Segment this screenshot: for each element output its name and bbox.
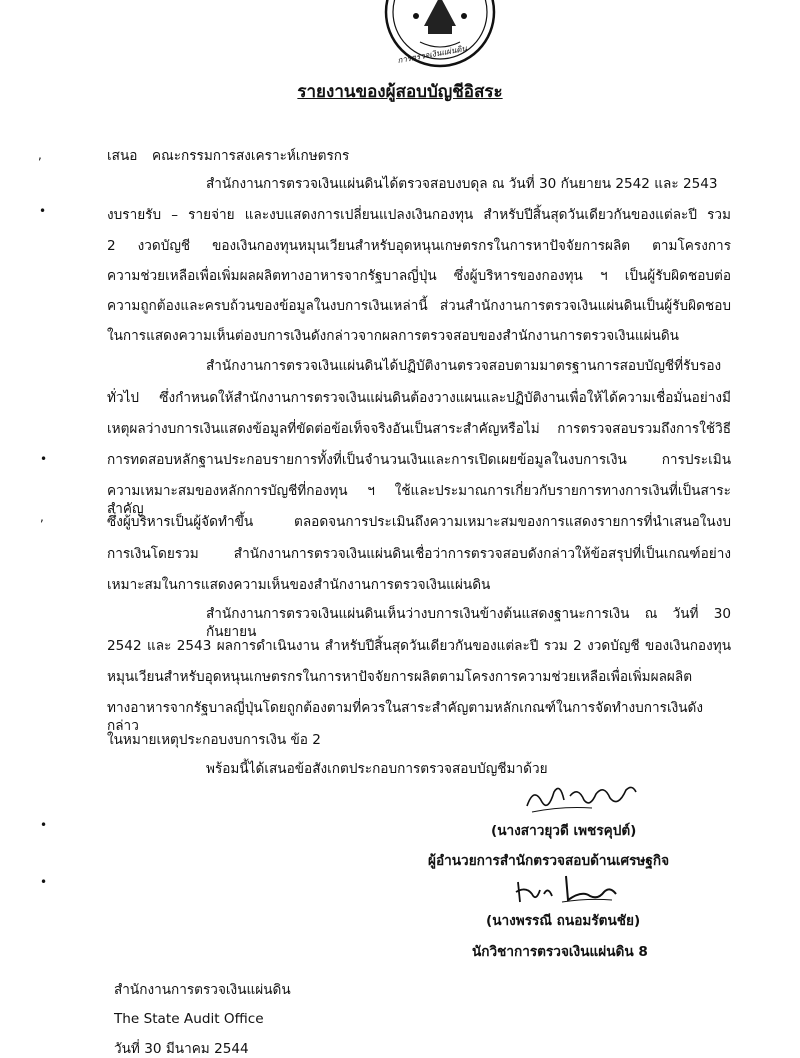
- paragraph-line: งบรายรับ – รายจ่าย และงบแสดงการเปลี่ยนแปลงเงินกองทุน สำหรับปีสิ้นสุดวันเดียวกันของแต่ละปี รวม: [107, 207, 731, 223]
- paragraph-line: ในหมายเหตุประกอบงบการเงิน ข้อ 2: [107, 732, 321, 748]
- report-title: รายงานของผู้สอบบัญชีอิสระ: [297, 82, 503, 102]
- signatory-1-name: (นางสาวยุวดี เพชรคุปต์): [491, 823, 637, 839]
- footer-office-thai: สำนักงานการตรวจเงินแผ่นดิน: [114, 982, 291, 998]
- paragraph-line: ทางอาหารจากรัฐบาลญี่ปุ่นโดยถูกต้องตามที่ควรในสาระสำคัญตามหลักเกณฑ์ในการจัดทำงบการเงินดังกล่าว: [107, 700, 703, 734]
- paragraph-line: การเงินโดยรวม สำนักงานการตรวจเงินแผ่นดินเชื่อว่าการตรวจสอบดังกล่าวให้ข้อสรุปที่เป็นเกณฑ์อย่าง: [107, 546, 731, 562]
- handwritten-signature-1: [522, 778, 642, 818]
- paragraph-line: ซึ่งผู้บริหารเป็นผู้จัดทำขึ้น ตลอดจนการประเมินถึงความเหมาะสมของการแสดงรายการที่นำเสนอในงบ: [107, 514, 731, 530]
- signatory-2-position: นักวิชาการตรวจเงินแผ่นดิน 8: [472, 944, 648, 960]
- scan-speck: •: [39, 204, 47, 218]
- paragraph-line: ความถูกต้องและครบถ้วนของข้อมูลในงบการเงินเหล่านี้ ส่วนสำนักงานการตรวจเงินแผ่นดินเป็นผู้รับผิดชอบ: [107, 298, 731, 314]
- paragraph-line: สำนักงานการตรวจเงินแผ่นดินได้ตรวจสอบงบดุล ณ วันที่ 30 กันยายน 2542 และ 2543: [206, 176, 718, 192]
- scan-speck: •: [40, 875, 48, 889]
- seal-text: การตรวจเงินแผ่นดิน: [396, 43, 468, 66]
- scan-speck: •: [40, 818, 48, 832]
- signatory-1-position: ผู้อำนวยการสำนักตรวจสอบด้านเศรษฐกิจ: [428, 853, 670, 869]
- paragraph-line: ความช่วยเหลือเพื่อเพิ่มผลผลิตทางอาหารจากรัฐบาลญี่ปุ่น ซึ่งผู้บริหารของกองทุน ฯ เป็นผู้รับผิดชอบต่อ: [107, 268, 731, 284]
- footer-date: วันที่ 30 มีนาคม 2544: [114, 1041, 249, 1057]
- paragraph-line: การทดสอบหลักฐานประกอบรายการทั้งที่เป็นจำนวนเงินและการเปิดเผยข้อมูลในงบการเงิน การประเมิน: [107, 452, 731, 468]
- scan-speck: ,: [38, 148, 42, 162]
- paragraph-line: ความเหมาะสมของหลักการบัญชีที่กองทุน ฯ ใช้และประมาณการเกี่ยวกับรายการทางการเงินที่เป็นสาระสำคัญ: [107, 483, 731, 517]
- signatory-2-name: (นางพรรณี ถนอมรัตนชัย): [486, 913, 641, 929]
- scan-speck: •: [40, 452, 48, 466]
- salutation-prefix: เสนอ: [107, 148, 138, 164]
- paragraph-line: 2 งวดบัญชี ของเงินกองทุนหมุนเวียนสำหรับอุดหนุนเกษตรกรในการหาปัจจัยการผลิต ตามโครงการ: [107, 238, 731, 254]
- salutation-addressee: คณะกรรมการสงเคราะห์เกษตรกร: [152, 148, 350, 164]
- paragraph-line: หมุนเวียนสำหรับอุดหนุนเกษตรกรในการหาปัจจัยการผลิตตามโครงการความช่วยเหลือเพื่อเพิ่มผลผลิต: [107, 669, 693, 685]
- footer-office-english: The State Audit Office: [114, 1011, 264, 1027]
- paragraph-line: สำนักงานการตรวจเงินแผ่นดินเห็นว่างบการเงินข้างต้นแสดงฐานะการเงิน ณ วันที่ 30 กันยายน: [206, 606, 731, 640]
- handwritten-signature-2: [512, 872, 622, 910]
- paragraph-line: ทั่วไป ซึ่งกำหนดให้สำนักงานการตรวจเงินแผ่นดินต้องวางแผนและปฏิบัติงานเพื่อให้ได้ความเชื่อมั่นอย่างมี: [107, 390, 731, 406]
- paragraph-line: เหมาะสมในการแสดงความเห็นของสำนักงานการตรวจเงินแผ่นดิน: [107, 577, 491, 593]
- paragraph-line: 2542 และ 2543 ผลการดำเนินงาน สำหรับปีสิ้นสุดวันเดียวกันของแต่ละปี รวม 2 งวดบัญชี ของเงินกองทุน: [107, 638, 731, 654]
- paragraph-line: พร้อมนี้ได้เสนอข้อสังเกตประกอบการตรวจสอบบัญชีมาด้วย: [206, 761, 548, 777]
- paragraph-line: ในการแสดงความเห็นต่องบการเงินดังกล่าวจากผลการตรวจสอบของสำนักงานการตรวจเงินแผ่นดิน: [107, 328, 679, 344]
- scan-speck: ,: [40, 510, 44, 524]
- paragraph-line: สำนักงานการตรวจเงินแผ่นดินได้ปฏิบัติงานตรวจสอบตามมาตรฐานการสอบบัญชีที่รับรอง: [206, 358, 722, 374]
- paragraph-line: เหตุผลว่างบการเงินแสดงข้อมูลที่ขัดต่อข้อเท็จจริงอันเป็นสาระสำคัญหรือไม่ การตรวจสอบรวมถึงการใช้วิธี: [107, 421, 731, 437]
